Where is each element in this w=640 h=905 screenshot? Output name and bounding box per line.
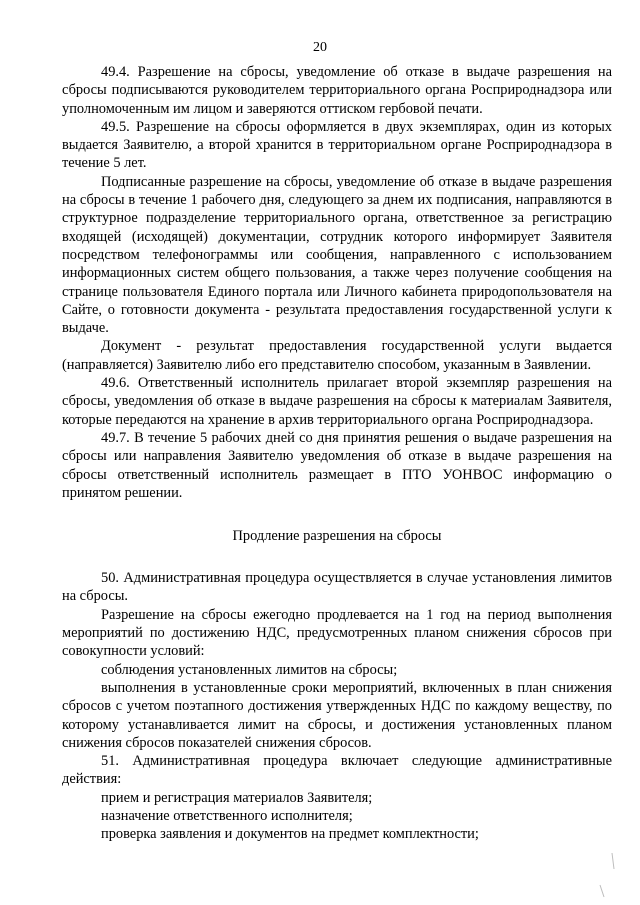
page-number: 20 (313, 40, 327, 55)
section-heading: Продление разрешения на сбросы (232, 528, 442, 545)
paragraph-51: 51. Административная процедура включает следующие административные действия: (62, 753, 612, 788)
list-item-assignment: назначение ответственного исполнителя; (101, 807, 353, 824)
list-item-check: проверка заявления и документов на предмет комплектности; (101, 826, 479, 843)
list-item-limits: соблюдения установленных лимитов на сбросы; (101, 661, 398, 678)
paragraph-49-4: 49.4. Разрешение на сбросы, уведомление об отказе в выдаче разрешения на сбросы подписываются руководителем территориального органа Росприроднадзора или уполномоченным им лицом и заверяются оттиском гербовой печати. (62, 64, 612, 117)
paragraph-50: 50. Административная процедура осуществляется в случае установления лимитов на сбросы. (62, 570, 612, 605)
paragraph-49-6: 49.6. Ответственный исполнитель прилагает второй экземпляр разрешения на сбросы, уведомления об отказе в выдаче разрешения на сбросы к материалам Заявителя, которые передаются на хранение в архив территориального органа Росприроднадзора. (62, 375, 612, 428)
paragraph-signed-permits: Подписанные разрешение на сбросы, уведомление об отказе в выдаче разрешения на сбросы в течение 1 рабочего дня, следующего за днем их подписания, направляются в структурное подразделение территориального органа, ответственное за регистрацию входящей (исходящей) документации, сотрудник которого информирует Заявителя посредством телефонограммы или сообщения, направленного с использованием информационных систем общего пользования, а также через получение сообщения на странице пользователя Единого портала или Личного кабинета природопользователя на Сайте, о готовности документа - результата предоставления государственной услуги к выдаче. (62, 173, 612, 337)
list-item-reception: прием и регистрация материалов Заявителя; (101, 789, 373, 806)
scan-margin-marks (0, 845, 640, 905)
paragraph-result-document: Документ - результат предоставления государственной услуги выдается (направляется) Заявителю либо его представителю способом, указанным в Заявлении. (62, 338, 612, 373)
list-item-measures: выполнения в установленные сроки мероприятий, включенных в план снижения сбросов с учетом поэтапного достижения утвержденных НДС по каждому веществу, по которому устанавливается лимит на сбросы, и достижения установленных планом снижения сбросов показателей снижения сбросов. (62, 679, 612, 751)
paragraph-extension-conditions: Разрешение на сбросы ежегодно продлевается на 1 год на период выполнения мероприятий по достижению НДС, предусмотренных планом снижения сбросов при совокупности условий: (62, 606, 612, 660)
document-body (62, 63, 612, 844)
paragraph-49-7: 49.7. В течение 5 рабочих дней со дня принятия решения о выдаче разрешения на сбросы или направления Заявителю уведомления об отказе в выдаче разрешения на сбросы ответственный исполнитель размещает в ПТО УОНВОС информацию о принятом решении. (62, 429, 612, 501)
paragraph-49-5: 49.5. Разрешение на сбросы оформляется в двух экземплярах, один из которых выдается Заявителю, а второй хранится в территориальном органе Росприроднадзора в течение 5 лет. (62, 118, 612, 172)
